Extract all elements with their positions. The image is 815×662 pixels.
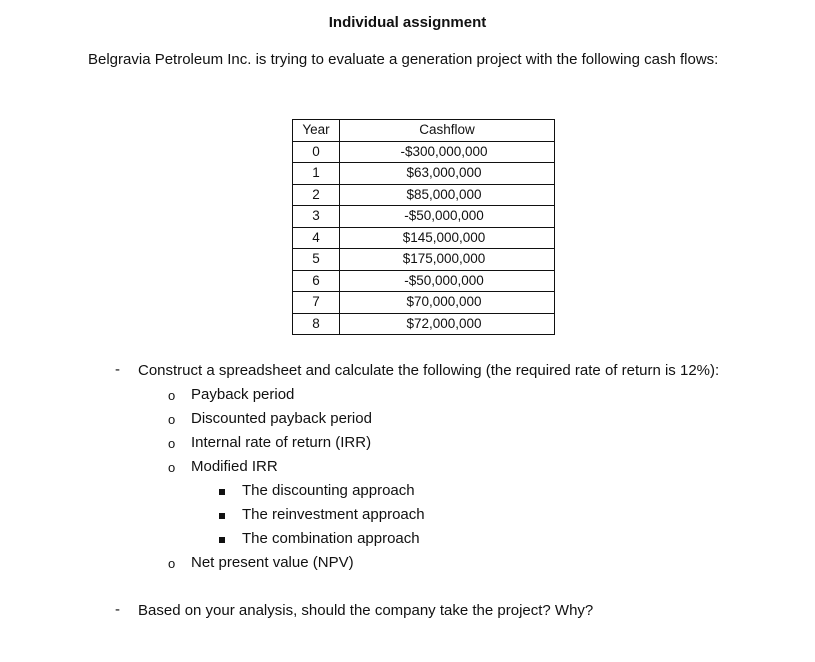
circle-bullet-icon: o <box>168 460 176 475</box>
year-cell: 5 <box>293 249 340 271</box>
table-row <box>293 184 555 206</box>
cashflow-cell: $70,000,000 <box>340 292 555 314</box>
table-header-row <box>293 120 555 142</box>
year-cell: 4 <box>293 227 340 249</box>
year-cell: 1 <box>293 163 340 185</box>
list-item: Payback period <box>191 386 295 403</box>
square-bullet-icon <box>219 513 225 519</box>
list-item: The combination approach <box>242 530 420 547</box>
circle-bullet-icon: o <box>168 388 176 403</box>
list-item: Net present value (NPV) <box>191 554 354 571</box>
table-row <box>293 141 555 163</box>
year-cell: 2 <box>293 184 340 206</box>
cashflow-cell: -$50,000,000 <box>340 206 555 228</box>
dash-bullet-icon: - <box>115 601 120 618</box>
cashflow-cell: $63,000,000 <box>340 163 555 185</box>
document-title: Individual assignment <box>328 14 487 31</box>
circle-bullet-icon: o <box>168 556 176 571</box>
square-bullet-icon <box>219 489 225 495</box>
cashflow-cell: $72,000,000 <box>340 313 555 335</box>
table-row <box>293 249 555 271</box>
year-cell: 8 <box>293 313 340 335</box>
list-item: The reinvestment approach <box>242 506 425 523</box>
cashflow-cell: -$50,000,000 <box>340 270 555 292</box>
cashflow-table <box>292 119 555 335</box>
task-question: Based on your analysis, should the company take the project? Why? <box>138 602 594 619</box>
cashflow-cell: -$300,000,000 <box>340 141 555 163</box>
list-item: The discounting approach <box>242 482 415 499</box>
year-header: Year <box>293 120 340 142</box>
list-item: Discounted payback period <box>191 410 372 427</box>
list-item: Modified IRR <box>191 458 278 475</box>
cashflow-cell: $145,000,000 <box>340 227 555 249</box>
task-instruction: Construct a spreadsheet and calculate the following (the required rate of return is 12%): <box>138 362 720 379</box>
year-cell: 0 <box>293 141 340 163</box>
cashflow-cell: $175,000,000 <box>340 249 555 271</box>
cashflow-cell: $85,000,000 <box>340 184 555 206</box>
table-row <box>293 227 555 249</box>
year-cell: 7 <box>293 292 340 314</box>
square-bullet-icon <box>219 537 225 543</box>
table-row <box>293 163 555 185</box>
year-cell: 3 <box>293 206 340 228</box>
intro-paragraph: Belgravia Petroleum Inc. is trying to evaluate a generation project with the following cash flows: <box>88 51 719 68</box>
table-row <box>293 313 555 335</box>
year-cell: 6 <box>293 270 340 292</box>
table-row <box>293 206 555 228</box>
table-row <box>293 270 555 292</box>
table-row <box>293 292 555 314</box>
list-item: Internal rate of return (IRR) <box>191 434 372 451</box>
circle-bullet-icon: o <box>168 412 176 427</box>
circle-bullet-icon: o <box>168 436 176 451</box>
dash-bullet-icon: - <box>115 361 120 378</box>
cashflow-header: Cashflow <box>340 120 555 142</box>
